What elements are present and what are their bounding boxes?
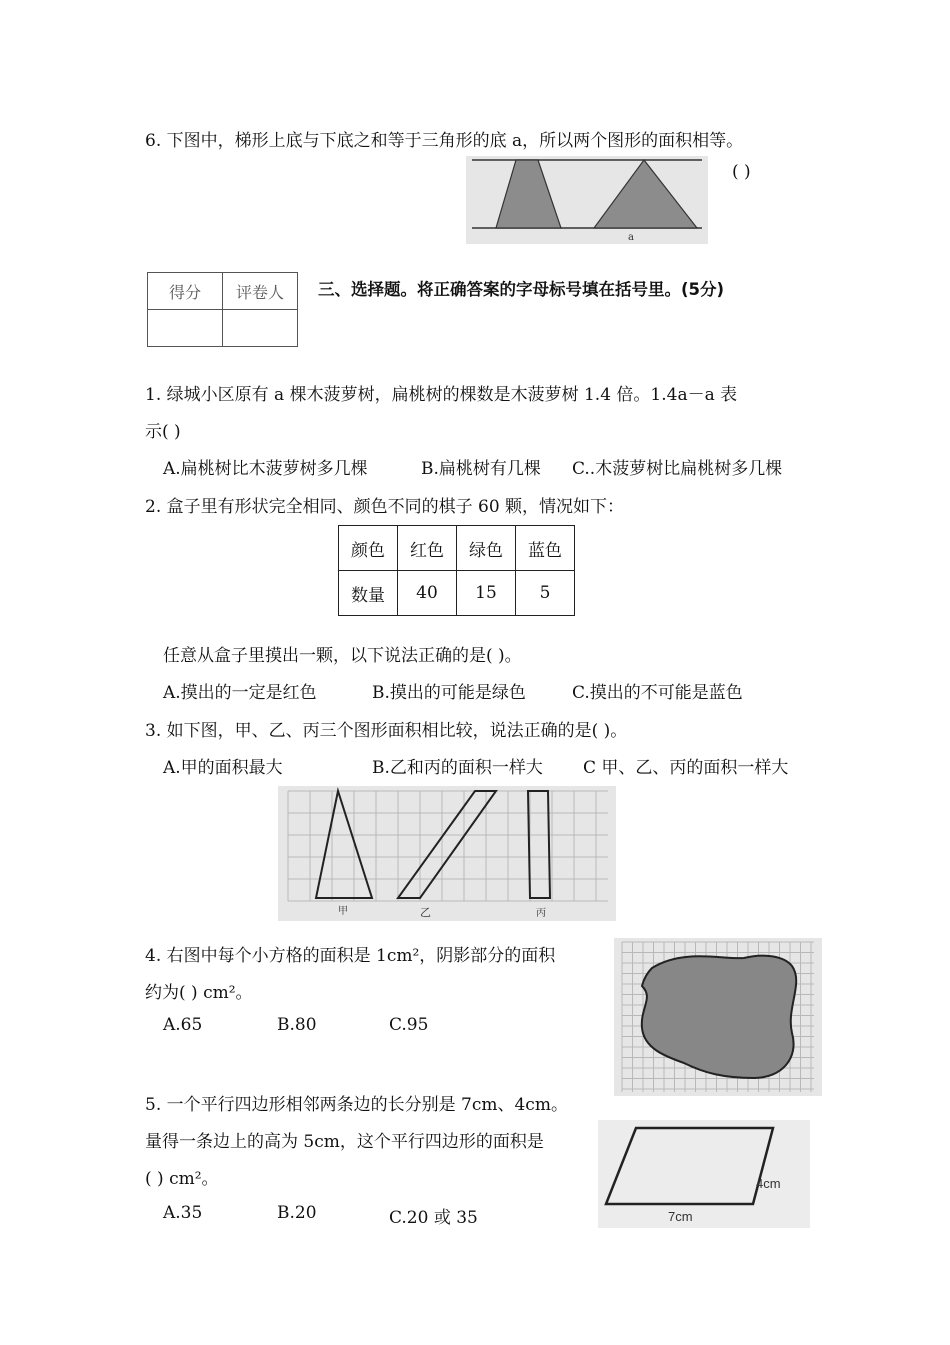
q3-figure-svg (278, 786, 616, 921)
q5-line2: 量得一条边上的高为 5cm，这个平行四边形的面积是 (145, 1132, 544, 1152)
grader-cell[interactable] (223, 310, 298, 347)
q3-option-a[interactable]: A.甲的面积最大 (163, 758, 283, 778)
label-bing: 丙 (536, 908, 546, 919)
q1-line2: 示( ) (145, 422, 181, 442)
table-cell: 数量 (339, 571, 398, 616)
section3-title: 三、选择题。将正确答案的字母标号填在括号里。(5分) (318, 280, 725, 299)
table-cell: 颜色 (339, 526, 398, 571)
table-cell: 蓝色 (516, 526, 575, 571)
q5-line1: 5. 一个平行四边形相邻两条边的长分别是 7cm、4cm。 (145, 1095, 568, 1115)
q6-answer-bracket[interactable]: ( ) (732, 162, 751, 182)
q5-line3: ( ) cm²。 (145, 1169, 219, 1189)
base-length-label: 7cm (668, 1209, 693, 1224)
q4-option-c[interactable]: C.95 (389, 1015, 429, 1035)
q4-line2: 约为( ) cm²。 (145, 983, 253, 1003)
score-table (147, 272, 298, 347)
q3-option-c[interactable]: C 甲、乙、丙的面积一样大 (583, 758, 789, 778)
q2-question: 任意从盒子里摸出一颗，以下说法正确的是( )。 (163, 646, 522, 666)
rectangle-bing (528, 791, 550, 898)
label-jia: 甲 (338, 906, 348, 917)
q1-option-a[interactable]: A.扁桃树比木菠萝树多几棵 (163, 459, 368, 479)
q1-line1: 1. 绿城小区原有 a 棵木菠萝树，扁桃树的棵数是木菠萝树 1.4 倍。1.4a－a 表 (145, 385, 738, 405)
q5-figure-svg (598, 1120, 810, 1228)
q1-option-c[interactable]: C..木菠萝树比扁桃树多几棵 (572, 459, 783, 479)
q2-option-c[interactable]: C.摸出的不可能是蓝色 (572, 683, 743, 703)
q1-option-b[interactable]: B.扁桃树有几棵 (421, 459, 541, 479)
triangle-shape (594, 160, 697, 228)
q4-figure-svg (614, 938, 822, 1096)
q5-figure (598, 1120, 810, 1228)
side-length-label: 4cm (756, 1176, 781, 1191)
table-cell: 红色 (398, 526, 457, 571)
grid-lines (288, 791, 608, 901)
q4-option-a[interactable]: A.65 (163, 1015, 203, 1035)
table-row (339, 526, 575, 571)
q3-figure (278, 786, 616, 921)
q4-line1: 4. 右图中每个小方格的面积是 1cm²，阴影部分的面积 (145, 946, 556, 966)
q2-option-b[interactable]: B.摸出的可能是绿色 (372, 683, 526, 703)
q5-option-a[interactable]: A.35 (163, 1203, 203, 1223)
q6-figure-svg (466, 156, 708, 244)
q6-figure (466, 156, 708, 244)
q6-figure-label: a (628, 232, 634, 243)
table-cell: 40 (398, 571, 457, 616)
q3-option-b[interactable]: B.乙和丙的面积一样大 (372, 758, 543, 778)
q2-option-a[interactable]: A.摸出的一定是红色 (163, 683, 317, 703)
score-header: 得分 (148, 273, 223, 310)
q5-option-b[interactable]: B.20 (277, 1203, 317, 1223)
triangle-jia (316, 791, 372, 898)
q2-data-table (338, 525, 575, 616)
q3-text: 3. 如下图，甲、乙、丙三个图形面积相比较，说法正确的是( )。 (145, 721, 628, 741)
table-row (339, 571, 575, 616)
label-yi: 乙 (420, 906, 431, 919)
shaded-region (642, 956, 796, 1078)
parallelogram-shape (606, 1128, 773, 1204)
table-cell: 绿色 (457, 526, 516, 571)
q4-option-b[interactable]: B.80 (277, 1015, 317, 1035)
q4-figure (614, 938, 822, 1096)
score-cell[interactable] (148, 310, 223, 347)
table-cell: 5 (516, 571, 575, 616)
q6-text: 6. 下图中，梯形上底与下底之和等于三角形的底 a，所以两个图形的面积相等。 (145, 131, 744, 151)
parallelogram-yi (398, 791, 496, 898)
q5-option-c[interactable]: C.20 或 35 (389, 1208, 478, 1228)
trapezoid-shape (496, 160, 561, 228)
grader-header: 评卷人 (223, 273, 298, 310)
table-cell: 15 (457, 571, 516, 616)
q2-text: 2. 盒子里有形状完全相同、颜色不同的棋子 60 颗，情况如下： (145, 497, 625, 517)
